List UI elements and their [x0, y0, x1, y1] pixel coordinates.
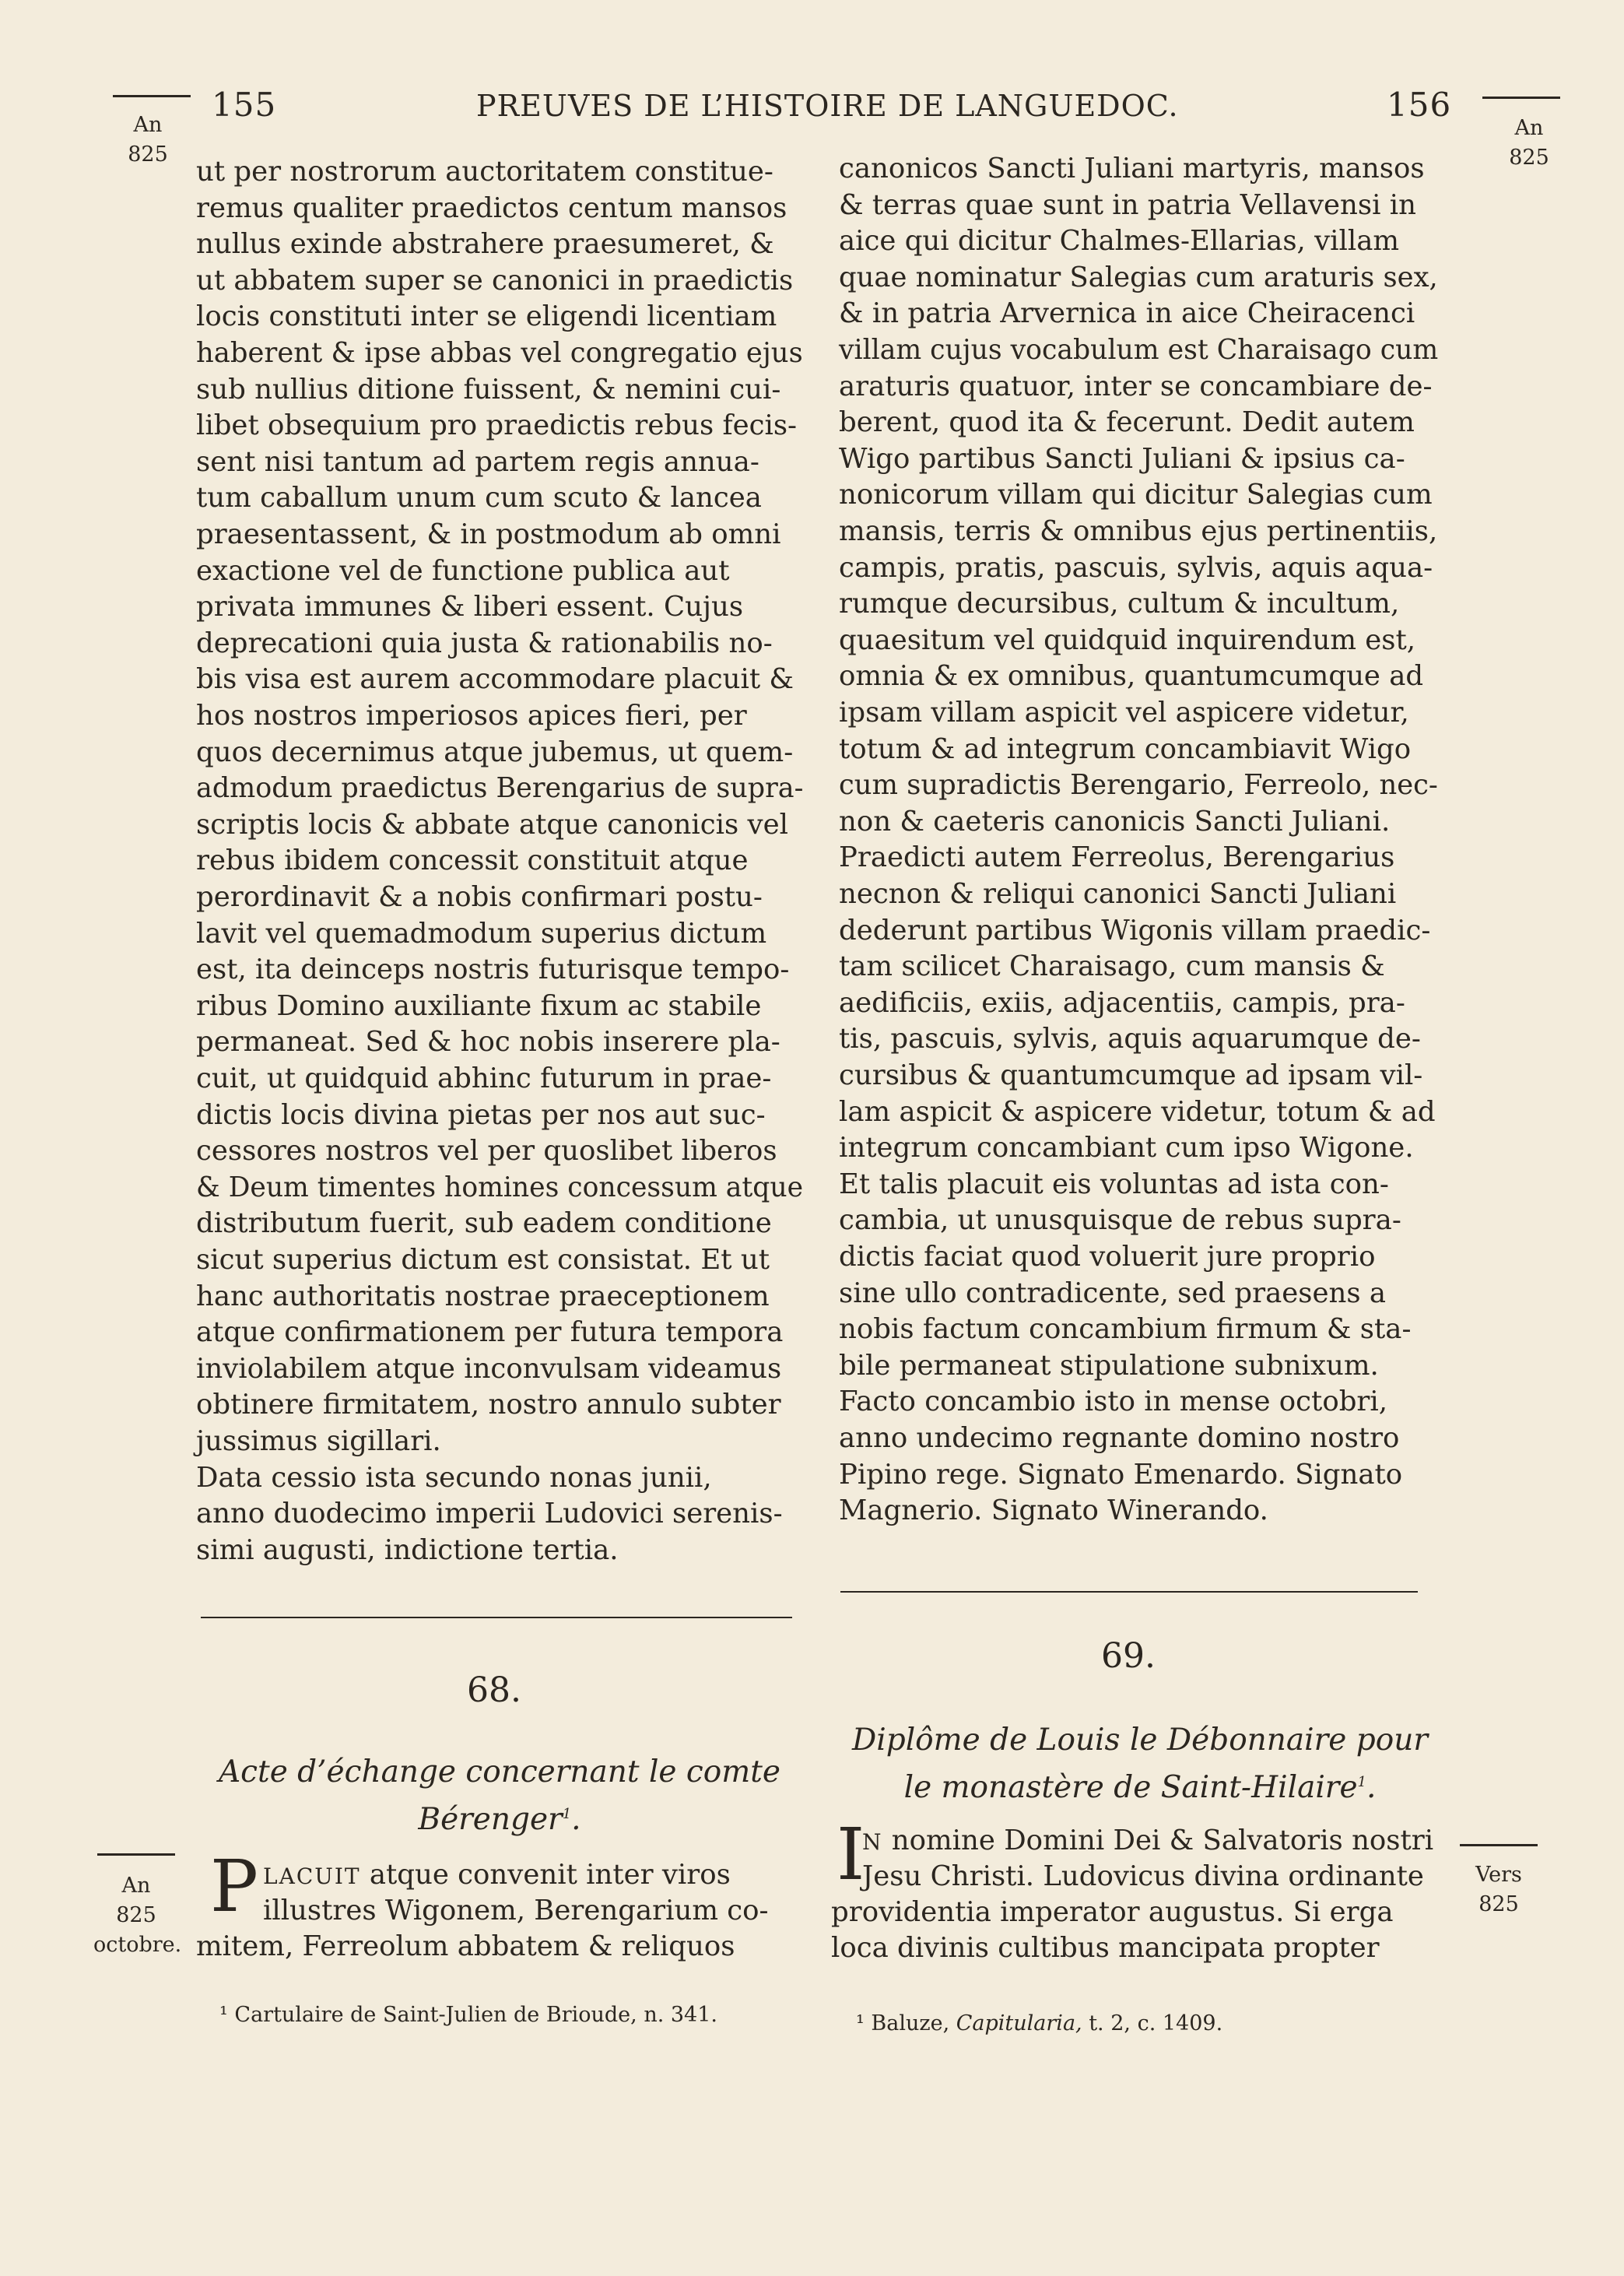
doc68-line-1 — [263, 1857, 731, 1894]
left-column-text — [196, 154, 812, 1579]
document-number-68: 68. — [467, 1670, 521, 1710]
text-line: dederunt partibus Wigonis villam praedic- — [839, 914, 1431, 947]
text-line: anno duodecimo imperii Ludovici serenis- — [196, 1498, 783, 1530]
text-line: sent nisi tantum ad partem regis annua- — [196, 445, 759, 478]
text-line: perordinavit & a nobis confirmari postu- — [196, 881, 763, 913]
drop-cap-69: I — [837, 1813, 865, 1896]
lead-smallcaps: LACUIT — [263, 1863, 361, 1889]
text-line: jussimus sigillari. — [196, 1425, 441, 1457]
footnote-mark: 1 — [562, 1806, 572, 1822]
margin-note-year: 825 — [1509, 146, 1549, 170]
doc69-line-3: providentia imperator augustus. Si erga — [831, 1896, 1394, 1928]
line-text: nomine Domini Dei & Salvatoris nostri — [882, 1825, 1434, 1856]
text-line: omnia & ex omnibus, quantumcumque ad — [839, 660, 1424, 693]
margin-note-top-left — [117, 111, 179, 170]
text-line: libet obsequium pro praedictis rebus fecis- — [196, 409, 798, 442]
text-line: nobis factum concambium firmum & sta- — [839, 1313, 1412, 1346]
title-end: . — [571, 1802, 581, 1837]
margin-note-label: An — [121, 1874, 151, 1898]
text-line: & in patria Arvernica in aice Cheiracenci — [839, 297, 1415, 330]
text-line: anno undecimo regnante domino nostro — [839, 1422, 1400, 1454]
text-line: ut per nostrorum auctoritatem constitue- — [196, 156, 773, 188]
document-title-69-line2 — [833, 1761, 1447, 1809]
text-line: quos decernimus atque jubemus, ut quem- — [196, 736, 794, 768]
margin-rule-top-right — [1482, 97, 1560, 99]
text-line: bis visa est aurem accommodare placuit & — [196, 663, 794, 696]
text-line: cursibus & quantumcumque ad ipsam vil- — [839, 1059, 1423, 1091]
text-line: tam scilicet Charaisago, cum mansis & — [839, 950, 1385, 983]
text-line: integrum concambiant cum ipso Wigone. — [839, 1132, 1414, 1164]
text-line: deprecationi quia justa & rationabilis no- — [196, 627, 773, 659]
margin-note-label: An — [133, 113, 163, 137]
document-title-68-line2 — [196, 1793, 803, 1841]
text-line: hanc authoritatis nostrae praeceptionem — [196, 1280, 770, 1312]
text-line: hos nostros imperiosos apices fieri, per — [196, 700, 747, 732]
margin-note-doc68 — [93, 1871, 182, 1960]
lead-smallcaps: N — [862, 1829, 883, 1855]
line-text: atque convenit inter viros — [360, 1859, 731, 1891]
text-line: tis, pascuis, sylvis, aquis aquarumque de- — [839, 1023, 1421, 1055]
text-line: sicut superius dictum est consistat. Et ut — [196, 1244, 770, 1276]
text-line: & terras quae sunt in patria Vellavensi in — [839, 188, 1416, 221]
text-line: Facto concambio isto in mense octobri, — [839, 1386, 1388, 1418]
drop-cap-68: P — [210, 1845, 258, 1928]
footnote-68: ¹ Cartulaire de Saint-Julien de Brioude, n. 341. — [219, 2003, 717, 2027]
text-line: exactione vel de functione publica aut — [196, 554, 730, 587]
text-line: totum & ad integrum concambiavit Wigo — [839, 732, 1412, 765]
text-line: cuit, ut quidquid abhinc futurum in prae- — [196, 1062, 772, 1094]
text-line: Wigo partibus Sancti Juliani & ipsius ca- — [839, 442, 1405, 475]
margin-rule-doc69 — [1460, 1844, 1538, 1846]
text-line: rumque decursibus, cultum & incultum, — [839, 588, 1400, 620]
text-line: berent, quod ita & fecerunt. Dedit autem — [839, 406, 1415, 439]
text-line: haberent & ipse abbas vel congregatio ejus — [196, 337, 803, 369]
text-line: aedificiis, exiis, adjacentiis, campis, pra- — [839, 986, 1405, 1019]
text-line: admodum praedictus Berengarius de supra- — [196, 772, 804, 805]
text-line: dictis locis divina pietas per nos aut suc- — [196, 1098, 766, 1131]
text-line: sine ullo contradicente, sed praesens a — [839, 1277, 1387, 1309]
text-line: cessores nostros vel per quoslibet liberos — [196, 1135, 777, 1168]
document-title-68-text: Bérenger — [418, 1802, 563, 1837]
running-title: PREUVES DE L’HISTOIRE DE LANGUEDOC. — [476, 89, 1179, 123]
margin-note-year: 825 — [1478, 1892, 1519, 1916]
doc68-line-3: mitem, Ferreolum abbatem & reliquos — [196, 1930, 735, 1962]
text-line: lavit vel quemadmodum superius dictum — [196, 917, 767, 950]
text-line: atque confirmationem per futura tempora — [196, 1316, 784, 1349]
footnote-rest: t. 2, c. 1409. — [1082, 2011, 1223, 2035]
text-line: dictis faciat quod voluerit jure proprio — [839, 1241, 1376, 1273]
text-line: cambia, ut unusquisque de rebus supra- — [839, 1204, 1401, 1237]
footnote-69 — [856, 2011, 1222, 2035]
margin-note-year: 825 — [116, 1903, 156, 1927]
footnote-lead: ¹ Baluze, — [856, 2011, 956, 2035]
text-line: praesentassent, & in postmodum ab omni — [196, 518, 781, 550]
document-title-69-text: le monastère de Saint-Hilaire — [903, 1770, 1358, 1805]
text-line: remus qualiter praedictos centum mansos — [196, 191, 787, 224]
text-line: Praedicti autem Ferreolus, Berengarius — [839, 841, 1395, 874]
text-line: non & caeteris canonicis Sancti Juliani. — [839, 805, 1391, 838]
text-line: Data cessio ista secundo nonas junii, — [196, 1461, 712, 1494]
text-line: privata immunes & liberi essent. Cujus — [196, 591, 744, 623]
margin-note-label: An — [1514, 116, 1544, 140]
text-line: rebus ibidem concessit constituit atque — [196, 845, 749, 877]
footnote-mark: 1 — [1357, 1774, 1366, 1790]
margin-note-year: 825 — [128, 142, 168, 167]
text-line: Magnerio. Signato Winerando. — [839, 1495, 1268, 1527]
text-line: ipsam villam aspicit vel aspicere videtur, — [839, 697, 1409, 729]
text-line: Pipino rege. Signato Emenardo. Signato — [839, 1458, 1403, 1491]
title-end: . — [1366, 1770, 1377, 1805]
page-number-right: 156 — [1387, 86, 1452, 124]
margin-note-top-right — [1498, 114, 1560, 173]
text-line: locis constituti inter se eligendi licentiam — [196, 300, 777, 333]
text-line: villam cujus vocabulum est Charaisago cum — [839, 334, 1439, 366]
doc68-line-2: illustres Wigonem, Berengarium co- — [263, 1895, 769, 1927]
text-line: ut abbatem super se canonici in praedictis — [196, 264, 794, 297]
doc69-line-4: loca divinis cultibus mancipata propter — [831, 1932, 1380, 1964]
text-line: lam aspicit & aspicere videtur, totum & ad — [839, 1095, 1436, 1128]
footnote-italic: Capitularia, — [956, 2011, 1082, 2035]
text-line: campis, pratis, pascuis, sylvis, aquis aqua- — [839, 551, 1433, 584]
text-line: inviolabilem atque inconvulsam videamus — [196, 1352, 782, 1385]
text-line: & Deum timentes homines concessum atque — [196, 1171, 804, 1203]
text-line: bile permaneat stipulatione subnixum. — [839, 1349, 1379, 1382]
text-line: est, ita deinceps nostris futurisque tempo- — [196, 954, 790, 986]
text-line: nullus exinde abstrahere praesumeret, & — [196, 228, 774, 261]
text-line: araturis quatuor, inter se concambiare de- — [839, 370, 1433, 402]
text-line: canonicos Sancti Juliani martyris, mansos — [839, 153, 1425, 184]
doc69-line-2: Jesu Christi. Ludovicus divina ordinante — [862, 1860, 1424, 1892]
text-line: scriptis locis & abbate atque canonicis vel — [196, 808, 788, 841]
document-number-69: 69. — [1101, 1636, 1156, 1676]
margin-note-label: Vers — [1475, 1863, 1522, 1887]
text-line: simi augusti, indictione tertia. — [196, 1533, 619, 1566]
margin-rule-doc68 — [97, 1853, 175, 1856]
text-line: distributum fuerit, sub eadem conditione — [196, 1207, 772, 1240]
doc69-line-1 — [862, 1823, 1433, 1860]
margin-rule-top-left — [113, 95, 191, 97]
document-title-69-line1: Diplôme de Louis le Débonnaire pour — [852, 1723, 1428, 1758]
page-number-left: 155 — [212, 86, 277, 124]
text-line: ribus Domino auxiliante fixum ac stabile — [196, 989, 762, 1022]
text-line: obtinere firmitatem, nostro annulo subter — [196, 1389, 781, 1421]
text-line: quae nominatur Salegias cum araturis sex, — [839, 261, 1438, 293]
text-line: quaesitum vel quidquid inquirendum est, — [839, 623, 1416, 656]
right-column-text — [839, 151, 1446, 1552]
margin-note-doc69 — [1460, 1860, 1538, 1919]
text-line: aice qui dicitur Chalmes-Ellarias, villam — [839, 225, 1400, 258]
text-line: nonicorum villam qui dicitur Salegias cum — [839, 479, 1433, 511]
text-line: cum supradictis Berengario, Ferreolo, nec- — [839, 769, 1438, 802]
text-line: sub nullius ditione fuissent, & nemini cui- — [196, 373, 781, 406]
text-line: necnon & reliqui canonici Sancti Juliani — [839, 878, 1397, 910]
section-rule-right — [840, 1591, 1418, 1593]
text-line: tum caballum unum cum scuto & lancea — [196, 482, 762, 515]
margin-note-month: octobre. — [93, 1933, 182, 1957]
document-title-68-line1: Acte d’échange concernant le comte — [219, 1754, 780, 1790]
text-line: permaneat. Sed & hoc nobis inserere pla- — [196, 1026, 780, 1059]
text-line: Et talis placuit eis voluntas ad ista con- — [839, 1168, 1389, 1200]
section-rule-left — [201, 1617, 792, 1618]
text-line: mansis, terris & omnibus ejus pertinentiis, — [839, 515, 1438, 547]
